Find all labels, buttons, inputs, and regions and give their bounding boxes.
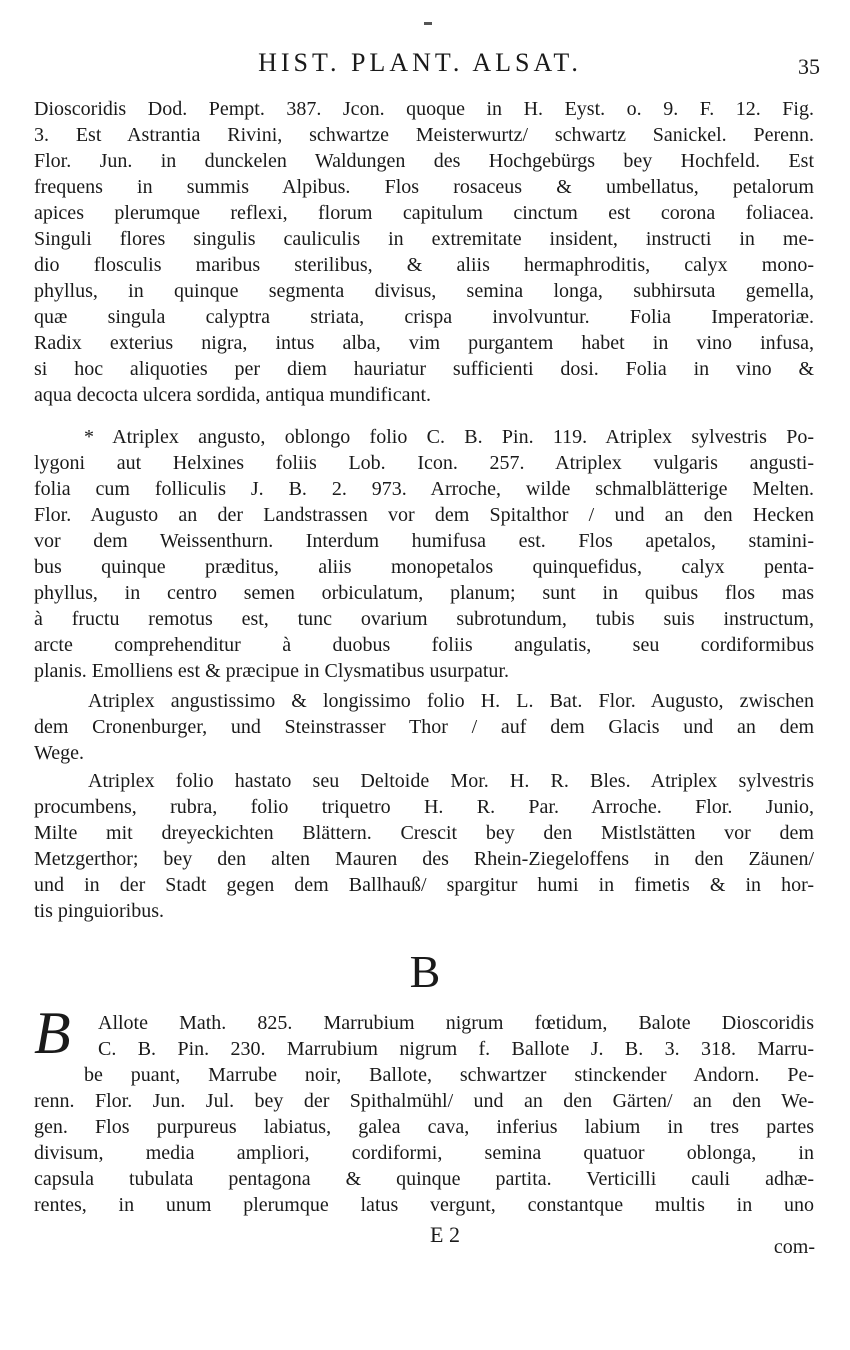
page-number: 35	[798, 54, 820, 79]
text-line: vor dem Weissenthurn. Interdum humifusa est. Flos apetalos, stamini-	[34, 530, 814, 552]
section-heading-letter: B	[409, 946, 441, 997]
text-line: Milte mit dreyeckichten Blättern. Crescit bey den Mistlstätten vor dem	[34, 822, 814, 844]
page-header	[0, 48, 850, 88]
text-line: procumbens, rubra, folio triquetro H. R. Par. Arroche. Flor. Junio,	[34, 796, 814, 818]
text-line: phyllus, in quinque segmenta divisus, semina longa, subhirsuta gemella,	[34, 280, 814, 302]
text-line: Flor. Augusto an der Landstrassen vor dem Spitalthor / und an den Hecken	[34, 504, 814, 526]
text-line: phyllus, in centro semen orbiculatum, planum; sunt in quibus flos mas	[34, 582, 814, 604]
catchword: com-	[773, 1236, 815, 1258]
text-line: Wege.	[34, 742, 85, 764]
paragraph-atriplex-hastato	[34, 768, 814, 924]
text-line: apices plerumque reflexi, florum capitulum cinctum est corona foliacea.	[34, 202, 814, 224]
text-line: be puant, Marrube noir, Ballote, schwartzer stinckender Andorn. Pe-	[84, 1064, 814, 1086]
drop-cap: B	[34, 1000, 71, 1066]
signature-mark: E 2	[430, 1222, 460, 1247]
paragraph-ballote	[34, 1010, 814, 1218]
text-line: rentes, in unum plerumque latus vergunt, constantque multis in uno	[34, 1194, 814, 1216]
text-line: planis. Emolliens est & præcipue in Clysmatibus usurpatur.	[34, 660, 509, 682]
text-line: Atriplex folio hastato seu Deltoide Mor. H. R. Bles. Atriplex sylvestris	[88, 770, 814, 792]
text-line: renn. Flor. Jun. Jul. bey der Spithalmühl/ und an den Gärten/ an den We-	[34, 1090, 814, 1112]
text-line: frequens in summis Alpibus. Flos rosaceus & umbellatus, petalorum	[34, 176, 814, 198]
text-line: C. B. Pin. 230. Marrubium nigrum f. Ballote J. B. 3. 318. Marru-	[98, 1038, 814, 1060]
text-line: Dioscoridis Dod. Pempt. 387. Jcon. quoque in H. Eyst. o. 9. F. 12. Fig.	[34, 98, 814, 120]
running-head: HIST. PLANT. ALSAT.	[258, 48, 582, 77]
text-line: quæ singula calyptra striata, crispa involvuntur. Folia Imperatoriæ.	[34, 306, 814, 328]
text-line: Flor. Jun. in dunckelen Waldungen des Hochgebürgs bey Hochfeld. Est	[34, 150, 814, 172]
text-line: Allote Math. 825. Marrubium nigrum fœtidum, Balote Dioscoridis	[98, 1012, 814, 1034]
text-line: Metzgerthor; bey den alten Mauren des Rhein-Ziegeloffens in den Zäunen/	[34, 848, 814, 870]
text-line: Radix exterius nigra, intus alba, vim purgantem habet in vino infusa,	[34, 332, 814, 354]
text-line: aqua decocta ulcera sordida, antiqua mundificant.	[34, 384, 432, 406]
text-line: dem Cronenburger, und Steinstrasser Thor / auf dem Glacis und an dem	[34, 716, 814, 738]
text-line: lygoni aut Helxines foliis Lob. Icon. 257. Atriplex vulgaris angusti-	[34, 452, 814, 474]
text-line: 3. Est Astrantia Rivini, schwartze Meisterwurtz/ schwartz Sanickel. Perenn.	[34, 124, 814, 146]
ink-mark	[424, 22, 432, 25]
text-line: capsula tubulata pentagona & quinque partita. Verticilli cauli adhæ-	[34, 1168, 814, 1190]
text-line: Singuli flores singulis cauliculis in extremitate insident, instructi in me-	[34, 228, 814, 250]
text-line: * Atriplex angusto, oblongo folio C. B. Pin. 119. Atriplex sylvestris Po-	[84, 426, 814, 448]
text-line: dio flosculis maribus sterilibus, & aliis hermaphroditis, calyx mono-	[34, 254, 814, 276]
text-line: gen. Flos purpureus labiatus, galea cava, inferius labium in tres partes	[34, 1116, 814, 1138]
text-line: si hoc aliquoties per diem hauriatur sufficienti dosi. Folia in vino &	[34, 358, 814, 380]
paragraph-atriplex-angusto	[34, 424, 814, 684]
text-line: divisum, media ampliori, cordiformi, semina quatuor oblonga, in	[34, 1142, 814, 1164]
text-line: folia cum folliculis J. B. 2. 973. Arroche, wilde schmalblätterige Melten.	[34, 478, 814, 500]
text-line: und in der Stadt gegen dem Ballhauß/ spargitur humi in fimetis & in hor-	[34, 874, 814, 896]
text-line: tis pinguioribus.	[34, 900, 165, 922]
paragraph-astrantia	[34, 96, 814, 408]
text-line: bus quinque præditus, aliis monopetalos quinquefidus, calyx penta-	[34, 556, 814, 578]
text-line: à fructu remotus est, tunc ovarium subrotundum, tubis suis instructum,	[34, 608, 814, 630]
paragraph-atriplex-angustissimo	[34, 688, 814, 766]
text-line: Atriplex angustissimo & longissimo folio H. L. Bat. Flor. Augusto, zwischen	[88, 690, 814, 712]
text-line: arcte comprehenditur à duobus foliis angulatis, seu cordiformibus	[34, 634, 814, 656]
